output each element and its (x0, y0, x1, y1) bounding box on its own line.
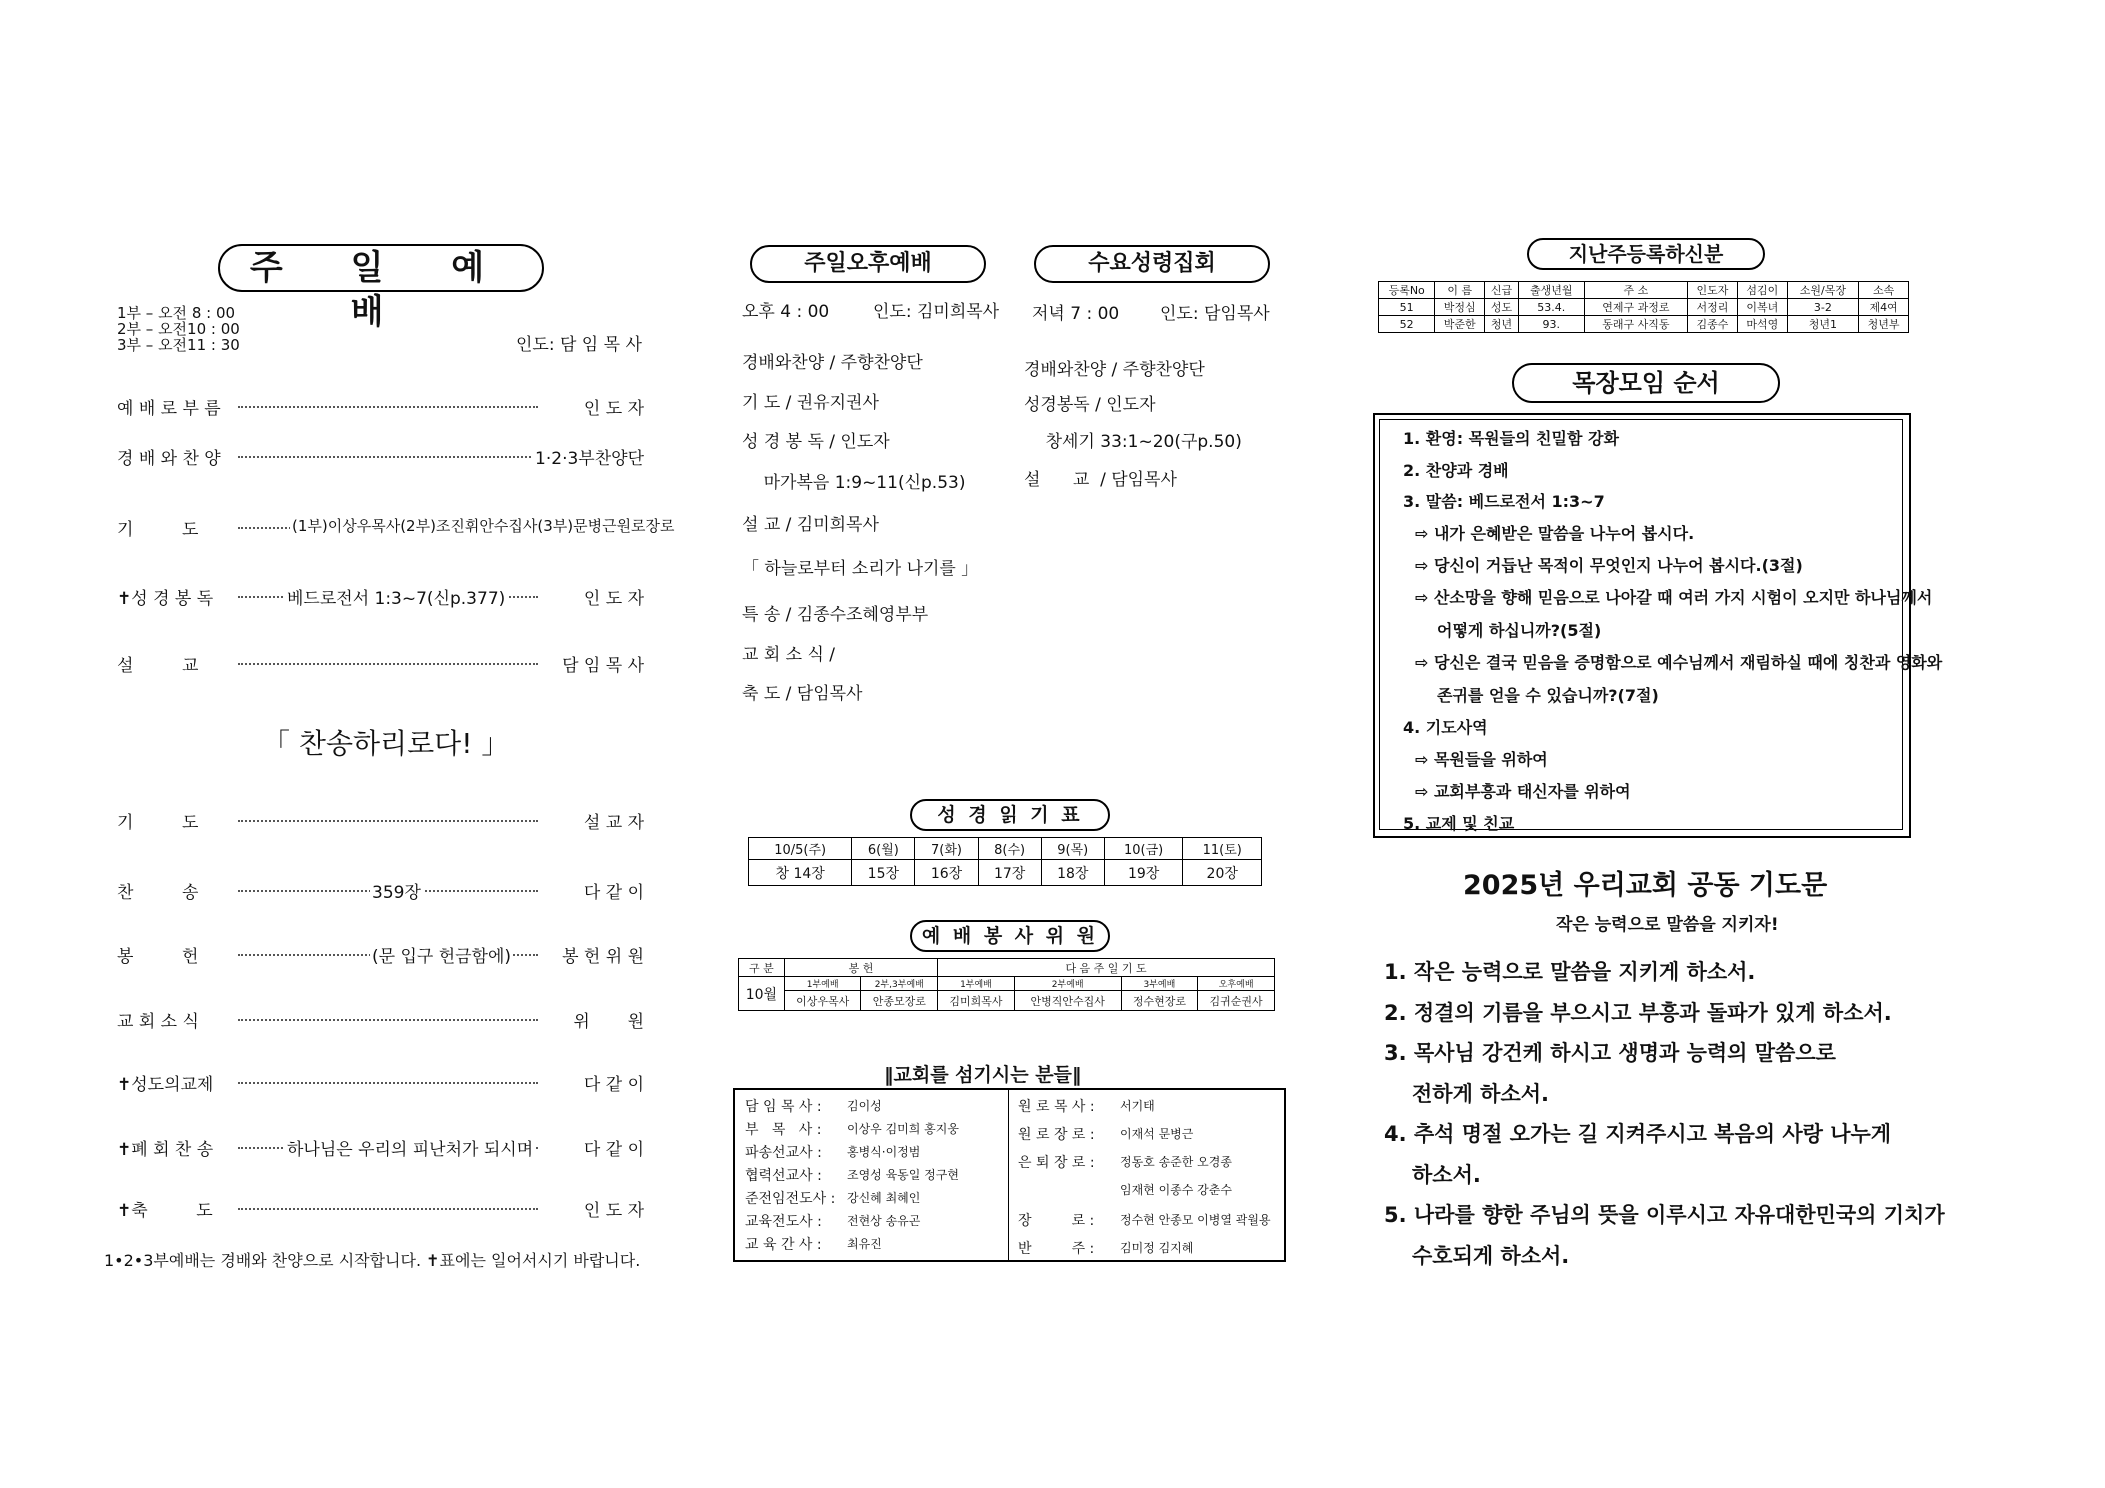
bible-reading-title: 성 경 읽 기 표 (910, 799, 1110, 831)
reg-header: 출생년월 (1518, 282, 1584, 299)
order-label: 예 배 로 부 름 (117, 399, 221, 419)
bible-day: 6(월) (852, 838, 915, 860)
staff-role: 교 육 간 사 : (745, 1237, 822, 1253)
wednesday-time: 저녁 7 : 00 (1032, 304, 1120, 324)
wednesday-title: 수요성령집회 (1034, 245, 1270, 283)
reg-cell: 52 (1379, 316, 1435, 333)
servers-sub: 3부예배 (1121, 977, 1198, 991)
reg-cell: 성도 (1485, 299, 1519, 316)
servers-sub: 2부예배 (1014, 977, 1121, 991)
reg-cell: 박준한 (1435, 316, 1485, 333)
staff-role: 은 퇴 장 로 : (1018, 1155, 1095, 1171)
servers-table (738, 958, 1275, 1011)
prayer-line: 1. 작은 능력으로 말씀을 지키게 하소서. (1384, 960, 1756, 984)
reg-header: 등록No (1379, 282, 1435, 299)
servers-sub: 2부,3부예배 (861, 977, 938, 991)
registration-title: 지난주등록하신분 (1527, 238, 1765, 270)
servers-sub: 1부예배 (784, 977, 861, 991)
order-presenter: 1·2·3부찬양단 (532, 444, 644, 469)
order-presenter: 설 교 자 (581, 808, 644, 833)
reg-header: 주 소 (1584, 282, 1687, 299)
reg-header: 인도자 (1688, 282, 1738, 299)
bible-chapter: 17장 (978, 860, 1041, 886)
staff-names: 서기태 (1120, 1099, 1155, 1113)
reg-header: 신급 (1485, 282, 1519, 299)
cell-meeting-line: ⇨ 목원들을 위하여 (1415, 750, 1548, 769)
dotted-leader (238, 456, 538, 458)
sermon-title: 「 찬송하리로다! 」 (262, 727, 510, 760)
prayer-line: 3. 목사님 강건케 하시고 생명과 능력의 말씀으로 (1384, 1041, 1836, 1065)
order-label: 기 도 (117, 813, 199, 833)
bible-day: 8(수) (978, 838, 1041, 860)
wednesday-leader: 인도: 담임목사 (1160, 304, 1270, 324)
staff-names: 정동호 송준한 오경종 (1120, 1155, 1232, 1169)
order-detail: (1부)이상우목사(2부)조진휘안수집사(3부)문병근원로장로 (292, 517, 675, 535)
servers-name: 안종모장로 (861, 991, 938, 1011)
reg-cell: 동래구 사직동 (1584, 316, 1687, 333)
bible-day: 7(화) (915, 838, 978, 860)
staff-role: 원 로 장 로 : (1018, 1127, 1095, 1143)
bible-chapter: 창 14장 (749, 860, 852, 886)
cell-meeting-line: ⇨ 내가 은혜받은 말씀을 나누어 봅시다. (1415, 524, 1695, 543)
bible-chapter: 18장 (1041, 860, 1104, 886)
order-label: ✝성도의교제 (117, 1075, 214, 1095)
staff-role: 장 로 : (1018, 1213, 1095, 1229)
cell-meeting-line: 1. 환영: 목원들의 친밀함 강화 (1403, 429, 1619, 448)
servers-sub: 오후예배 (1198, 977, 1275, 991)
cell-meeting-title: 목장모임 순서 (1512, 363, 1780, 403)
dotted-leader (238, 406, 538, 408)
reg-header: 소원/목장 (1787, 282, 1858, 299)
afternoon-title: 주일오후예배 (750, 245, 986, 283)
cell-meeting-line: 3. 말씀: 베드로전서 1:3~7 (1403, 492, 1605, 511)
prayer-title: 2025년 우리교회 공동 기도문 (1463, 870, 1828, 901)
staff-names: 전현상 송유곤 (847, 1214, 921, 1228)
reg-cell: 이복녀 (1737, 299, 1787, 316)
reg-cell: 청년부 (1859, 316, 1909, 333)
registration-table (1378, 281, 1909, 333)
order-detail: (문 입구 헌금함에) (370, 942, 513, 967)
bible-day: 10/5(주) (749, 838, 852, 860)
staff-role: 협력선교사 : (745, 1168, 822, 1184)
reg-cell: 51 (1379, 299, 1435, 316)
order-presenter: 봉 헌 위 원 (559, 942, 644, 967)
staff-role: 파송선교사 : (745, 1145, 822, 1161)
cell-meeting-line: ⇨ 산소망을 향해 믿음으로 나아갈 때 여러 가지 시험이 오지만 하나님께서 (1415, 588, 1933, 607)
dotted-leader (238, 1082, 538, 1084)
staff-names: 홍병식·이정범 (847, 1145, 921, 1159)
bible-chapter: 19장 (1104, 860, 1183, 886)
dotted-leader (238, 1208, 538, 1210)
cell-meeting-line: ⇨ 당신은 결국 믿음을 증명함으로 예수님께서 재림하실 때에 칭찬과 영화와 (1415, 653, 1943, 672)
bible-reading-table (748, 837, 1262, 886)
staff-names: 김이성 (847, 1099, 882, 1113)
staff-names: 최유진 (847, 1237, 882, 1251)
order-label: ✝폐 회 찬 송 (117, 1140, 214, 1160)
reg-cell: 연제구 과정로 (1584, 299, 1687, 316)
order-label: ✝성 경 봉 독 (117, 589, 214, 609)
reg-cell: 청년1 (1787, 316, 1858, 333)
servers-sub: 1부예배 (938, 977, 1015, 991)
order-presenter: 인 도 자 (581, 584, 644, 609)
staff-role: 부 목 사 : (745, 1122, 822, 1138)
afternoon-line: 교 회 소 식 / (742, 645, 836, 665)
order-presenter: 담 임 목 사 (559, 651, 644, 676)
servers-next-prayer: 다 음 주 일 기 도 (938, 959, 1275, 977)
afternoon-line: 특 송 / 김종수조혜영부부 (742, 605, 929, 625)
servers-offering: 봉 헌 (784, 959, 937, 977)
prayer-line: 5. 나라를 향한 주님의 뜻을 이루시고 자유대한민국의 기치가 (1384, 1203, 1945, 1227)
reg-header: 이 름 (1435, 282, 1485, 299)
prayer-line: 2. 정결의 기름을 부으시고 부흥과 돌파가 있게 하소서. (1384, 1001, 1892, 1025)
staff-title: ‖교회를 섬기시는 분들‖ (884, 1064, 1082, 1086)
servers-name: 이상우목사 (784, 991, 861, 1011)
reg-cell: 서정리 (1688, 299, 1738, 316)
reg-cell: 김종수 (1688, 316, 1738, 333)
afternoon-line: 「 하늘로부터 소리가 나기를 」 (742, 559, 979, 579)
servers-title: 예 배 봉 사 위 원 (910, 920, 1110, 952)
staff-names: 정수현 안종모 이병열 곽월용 (1120, 1213, 1271, 1227)
staff-role: 준전임전도사 : (745, 1191, 836, 1207)
servers-name: 안병직안수집사 (1014, 991, 1121, 1011)
cell-meeting-line: 존귀를 얻을 수 있습니까?(7절) (1437, 686, 1659, 705)
reg-cell: 3-2 (1787, 299, 1858, 316)
order-label: 찬 송 (117, 883, 199, 903)
footnote: 1•2•3부예배는 경배와 찬양으로 시작합니다. ✝표에는 일어서시기 바랍니다. (104, 1251, 641, 1270)
wednesday-line: 성경봉독 / 인도자 (1024, 395, 1156, 415)
order-label: ✝축 도 (117, 1201, 213, 1221)
cell-meeting-line: ⇨ 교회부흥과 태신자를 위하여 (1415, 782, 1631, 801)
prayer-line: 전하게 하소서. (1412, 1082, 1550, 1106)
order-presenter: 위 원 (570, 1007, 644, 1032)
staff-role: 담 임 목 사 : (745, 1099, 822, 1115)
reg-cell: 청년 (1485, 316, 1519, 333)
wednesday-line: 창세기 33:1~20(구p.50) (1024, 432, 1242, 452)
order-label: 교 회 소 식 (117, 1012, 199, 1032)
order-presenter: 인 도 자 (581, 1196, 644, 1221)
time-3: 3부 – 오전11 : 30 (117, 336, 240, 354)
order-detail: 하나님은 우리의 피난처가 되시며 (285, 1135, 535, 1160)
servers-name: 김미희목사 (938, 991, 1015, 1011)
staff-role: 원 로 목 사 : (1018, 1099, 1095, 1115)
bible-chapter: 15장 (852, 860, 915, 886)
prayer-line: 수호되게 하소서. (1412, 1244, 1570, 1268)
cell-meeting-line: ⇨ 당신이 거듭난 목적이 무엇인지 나누어 봅시다.(3절) (1415, 556, 1803, 575)
main-leader: 인도: 담 임 목 사 (516, 335, 642, 355)
servers-name: 김귀순권사 (1198, 991, 1275, 1011)
cell-meeting-line: 2. 찬양과 경배 (1403, 461, 1509, 480)
bible-day: 9(목) (1041, 838, 1104, 860)
staff-role: 반 주 : (1018, 1241, 1095, 1257)
wednesday-line: 설 교 / 담임목사 (1024, 470, 1177, 490)
staff-names: 이재석 문병근 (1120, 1127, 1194, 1141)
order-label: 경 배 와 찬 양 (117, 449, 221, 469)
order-detail: 359장 (370, 878, 423, 903)
cell-meeting-line: 5. 교제 및 친교 (1403, 814, 1515, 833)
wednesday-line: 경배와찬양 / 주향찬양단 (1024, 360, 1205, 380)
dotted-leader (238, 1019, 538, 1021)
afternoon-line: 마가복음 1:9~11(신p.53) (742, 473, 966, 493)
bible-chapter: 20장 (1183, 860, 1262, 886)
reg-cell: 93. (1518, 316, 1584, 333)
afternoon-time: 오후 4 : 00 (742, 302, 830, 322)
afternoon-line: 설 교 / 김미희목사 (742, 515, 879, 535)
cell-meeting-line: 어떻게 하십니까?(5절) (1437, 621, 1602, 640)
bible-day: 10(금) (1104, 838, 1183, 860)
cell-meeting-line: 4. 기도사역 (1403, 718, 1488, 737)
reg-cell: 53.4. (1518, 299, 1584, 316)
servers-name: 정수현장로 (1121, 991, 1198, 1011)
time-1: 1부 – 오전 8 : 00 (117, 304, 236, 322)
order-label: 기 도 (117, 520, 199, 540)
staff-names: 강신혜 최혜인 (847, 1191, 921, 1205)
order-presenter: 다 같 이 (581, 878, 644, 903)
service-times (117, 305, 240, 353)
prayer-line: 하소서. (1412, 1163, 1481, 1187)
staff-role: 교육전도사 : (745, 1214, 822, 1230)
afternoon-line: 성 경 봉 독 / 인도자 (742, 432, 890, 452)
staff-divider (1008, 1090, 1009, 1260)
order-label: 봉 헌 (117, 947, 199, 967)
servers-month: 10월 (739, 977, 785, 1011)
afternoon-line: 기 도 / 권유지권사 (742, 393, 879, 413)
order-presenter: 다 같 이 (581, 1070, 644, 1095)
dotted-leader (238, 663, 538, 665)
dotted-leader (238, 820, 538, 822)
time-2: 2부 – 오전10 : 00 (117, 320, 240, 338)
afternoon-leader: 인도: 김미희목사 (873, 302, 1000, 322)
bible-chapter: 16장 (915, 860, 978, 886)
staff-names: 이상우 김미희 홍지웅 (847, 1122, 959, 1136)
bible-day: 11(토) (1183, 838, 1262, 860)
reg-header: 섬김이 (1737, 282, 1787, 299)
staff-box (733, 1088, 1286, 1262)
staff-names: 임재현 이종수 강춘수 (1120, 1183, 1232, 1197)
staff-names: 김미정 김지혜 (1120, 1241, 1194, 1255)
main-worship-title: 주 일 예 배 (218, 244, 544, 292)
order-detail: 베드로전서 1:3~7(신p.377) (285, 584, 507, 609)
reg-header: 소속 (1859, 282, 1909, 299)
afternoon-line: 축 도 / 담임목사 (742, 684, 863, 704)
servers-gubun: 구 분 (739, 959, 785, 977)
reg-cell: 제4여 (1859, 299, 1909, 316)
order-presenter: 인 도 자 (581, 394, 644, 419)
reg-cell: 마석영 (1737, 316, 1787, 333)
afternoon-line: 경배와찬양 / 주향찬양단 (742, 353, 923, 373)
reg-cell: 박정심 (1435, 299, 1485, 316)
order-label: 설 교 (117, 656, 199, 676)
staff-names: 조영성 육동일 정구현 (847, 1168, 959, 1182)
cell-meeting-box (1373, 413, 1943, 838)
order-presenter: 다 같 이 (581, 1135, 644, 1160)
prayer-line: 4. 추석 명절 오가는 길 지켜주시고 복음의 사랑 나누게 (1384, 1122, 1892, 1146)
prayer-subtitle: 작은 능력으로 말씀을 지키자! (1556, 915, 1779, 935)
